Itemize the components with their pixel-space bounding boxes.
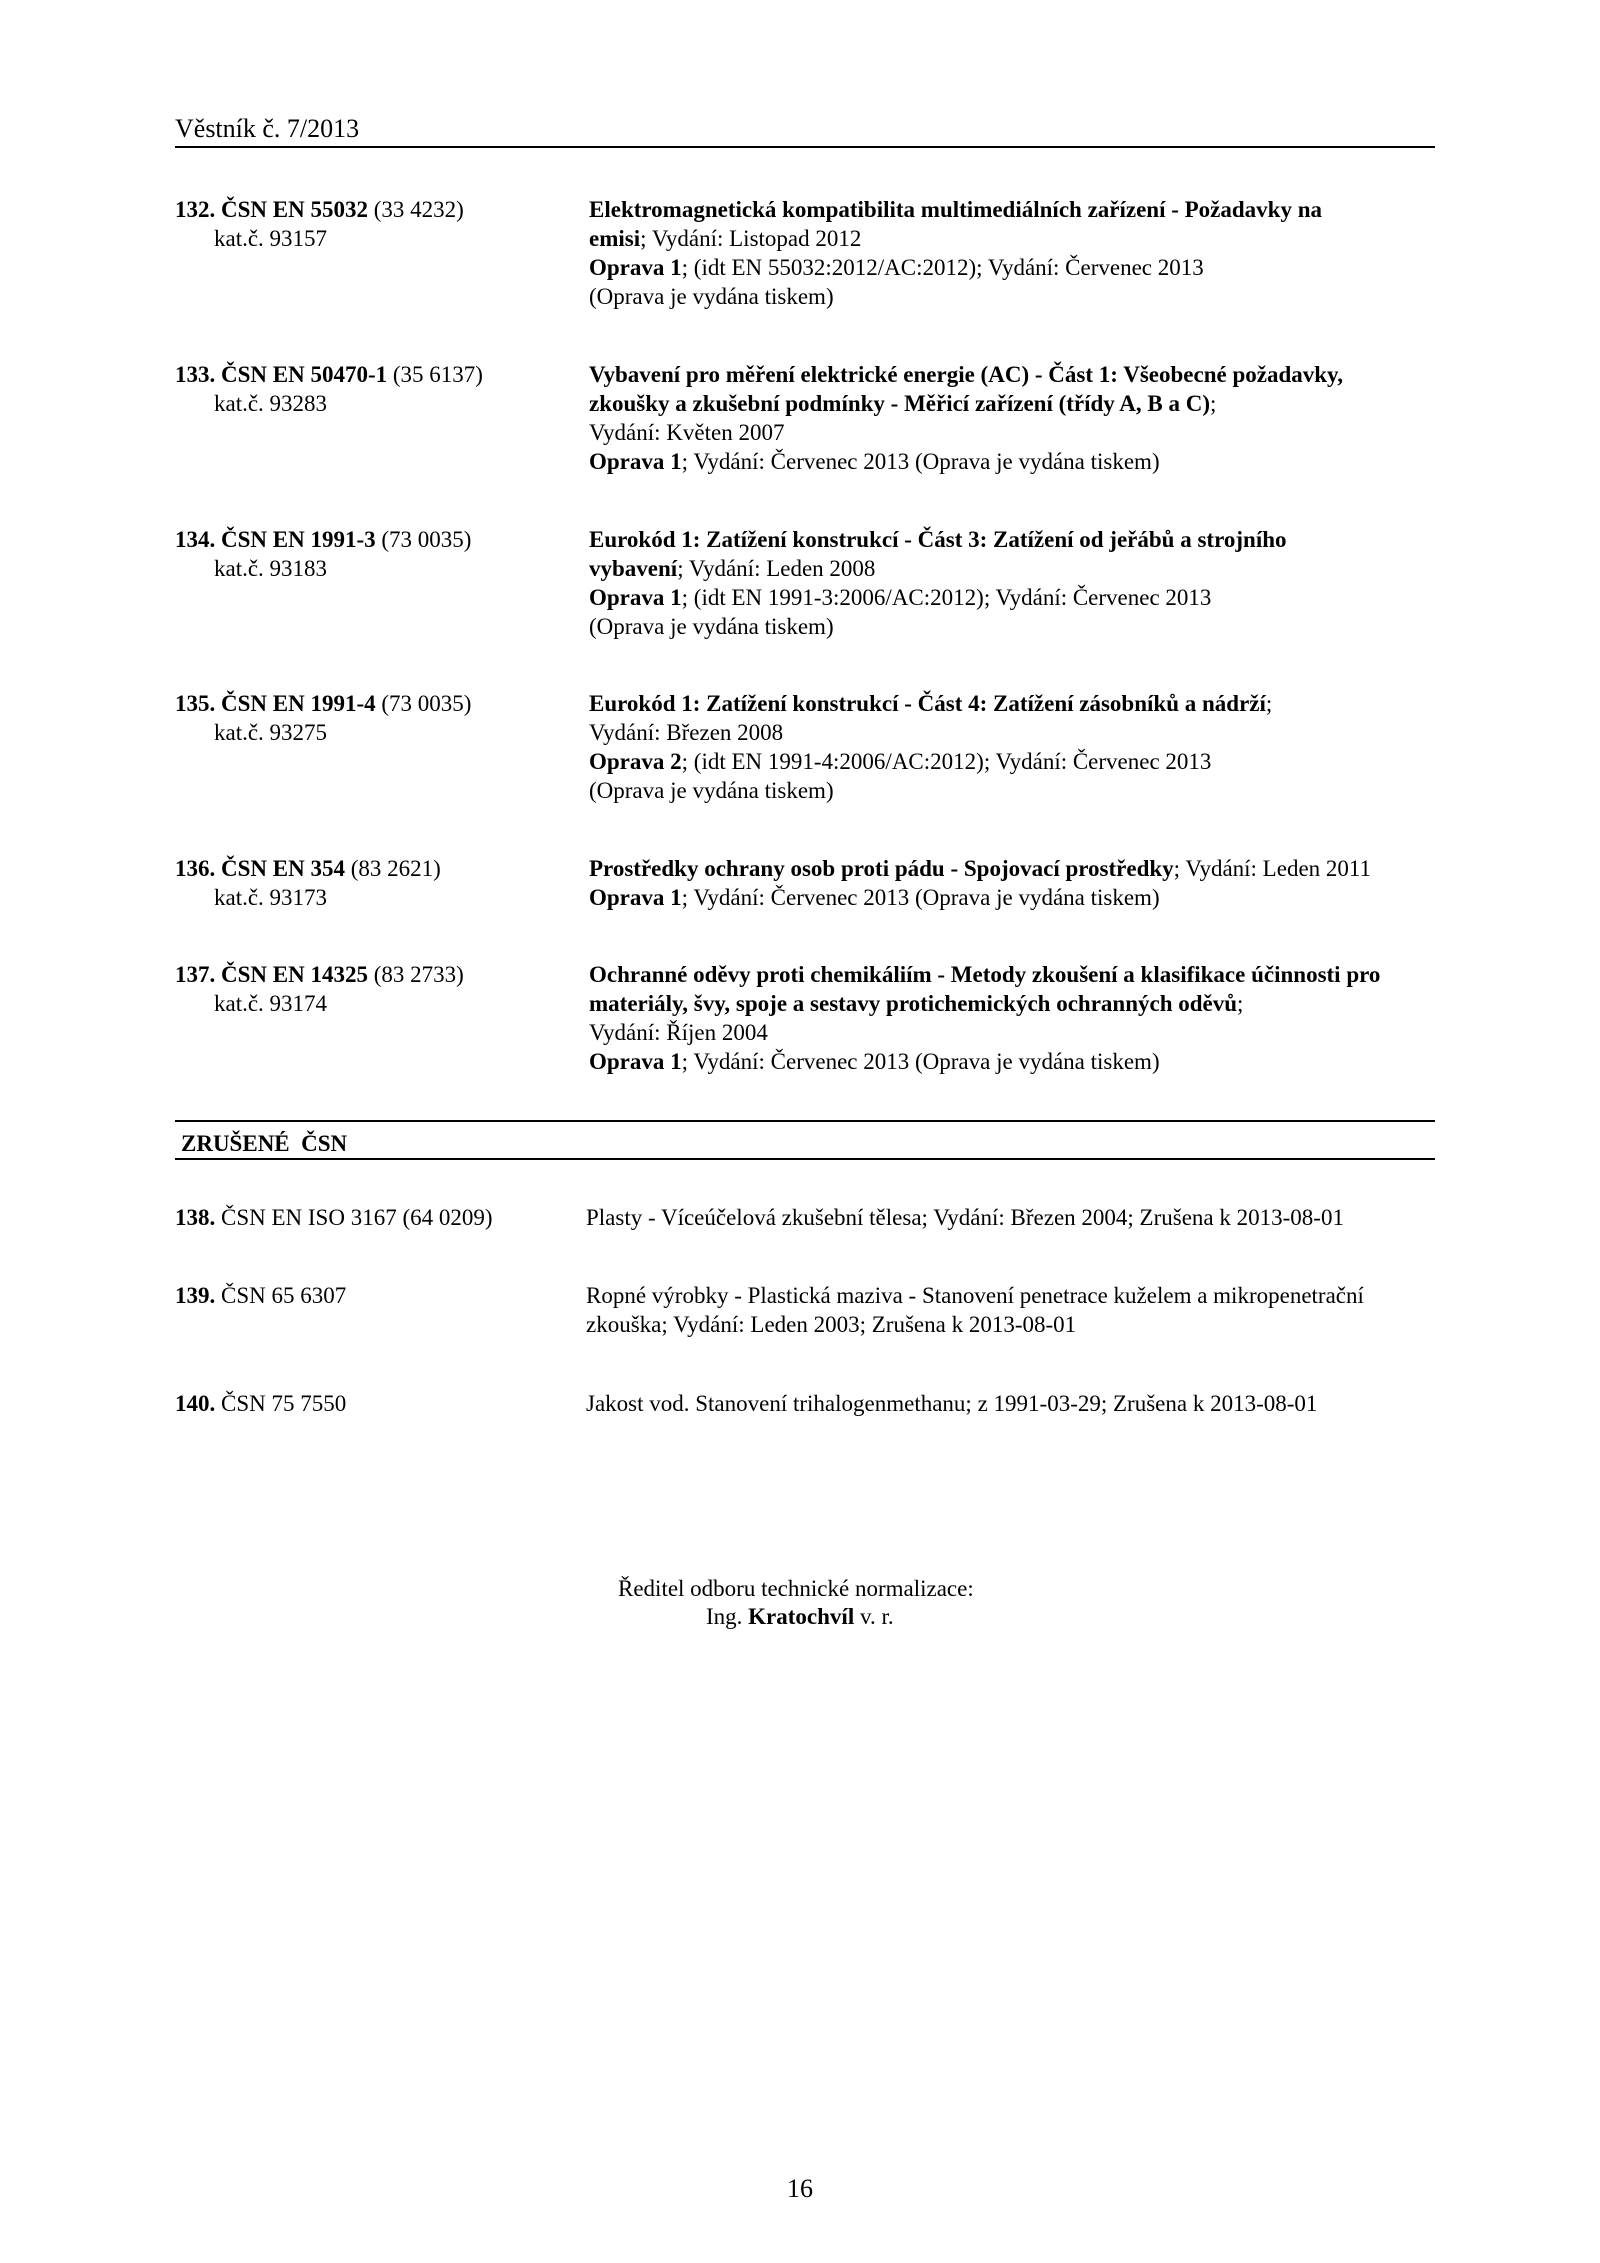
entry-line [589,718,1435,747]
entry-text-bold: emisi [589,226,641,251]
entry-class: (83 2621) [350,856,441,881]
signature-role: Ředitel odboru technické normalizace: [618,1576,974,1601]
entry-code: ČSN EN 50470-1 [221,362,388,387]
entry-code: ČSN 65 6307 [221,1283,347,1308]
entry-line: zkouška; Vydání: Leden 2003; Zrušena k 2013-08-01 [586,1312,1077,1337]
entry-text: ; [1265,691,1273,716]
entry-line [589,389,1435,418]
entry-identifier [175,854,575,912]
entry-description [589,525,1435,641]
entry-line [589,583,1435,612]
entry-number: 135. [175,691,216,716]
entry-text-bold: Eurokód 1: Zatížení konstrukcí - Část 3: Zatížení od jeřábů a strojního [589,527,1287,552]
entry-line [589,883,1435,912]
entry-line: Jakost vod. Stanovení trihalogenmethanu; z 1991-03-29; Zrušena k 2013-08-01 [586,1391,1318,1416]
entry-number: 136. [175,856,216,881]
entry-class: (83 2733) [373,962,464,987]
entry-identifier [175,360,575,418]
entry-text-bold: Prostředky ochrany osob proti pádu - Spojovací prostředky [589,856,1174,881]
entry-line: Plasty - Víceúčelová zkušební tělesa; Vydání: Březen 2004; Zrušena k 2013-08-01 [586,1205,1344,1230]
entry-text-bold: Oprava 1 [589,449,682,474]
entry-number: 134. [175,527,216,552]
entry-identifier [175,1281,575,1310]
signature-prefix: Ing. [706,1604,743,1629]
entry-number: 133. [175,362,216,387]
entry-line [589,989,1435,1018]
entry-text: ; (idt EN 55032:2012/AC:2012); Vydání: Červenec 2013 [681,255,1204,280]
entry-code: ČSN EN 55032 [221,197,368,222]
entry-text-bold: Oprava 1 [589,255,682,280]
signature-suffix: v. r. [859,1604,894,1629]
entry-number: 137. [175,962,216,987]
entry-class: (33 4232) [373,197,464,222]
entry-text-bold: Vybavení pro měření elektrické energie (AC) - Část 1: Všeobecné požadavky, [589,362,1344,387]
bulletin-title: Věstník č. 7/2013 [175,114,360,143]
entry-line [589,612,1435,641]
entry-description [589,689,1435,805]
entry-code: ČSN EN 1991-3 [221,527,376,552]
entry-text-bold: zkoušky a zkušební podmínky - Měřicí zařízení (třídy A, B a C) [589,391,1211,416]
entry-line [589,776,1435,805]
entry-text-bold: Oprava 2 [589,749,682,774]
section-rule-bottom [175,1158,1435,1160]
header-rule [175,146,1435,148]
entry-line: Ropné výrobky - Plastická maziva - Stanovení penetrace kuželem a mikropenetrační [586,1283,1364,1308]
entry-number: 132. [175,197,216,222]
entry-line [589,224,1435,253]
entry-text-bold: Elektromagnetická kompatibilita multimediálních zařízení - Požadavky na [589,197,1323,222]
entry-line [589,1047,1435,1076]
entry-text-bold: Oprava 1 [589,1049,682,1074]
entry-number: 140. [175,1391,216,1416]
entry-text: (Oprava je vydána tiskem) [589,284,834,309]
entry-text: ; Vydání: Listopad 2012 [640,226,862,251]
entry-identifier [175,960,575,1018]
entry-line [589,360,1435,389]
entry-code: ČSN EN 354 [221,856,345,881]
entry-identifier [175,1389,575,1418]
entry-line [589,854,1435,883]
entry-number: 138. [175,1205,216,1230]
entry-text: ; (idt EN 1991-3:2006/AC:2012); Vydání: Červenec 2013 [681,585,1212,610]
entry-catalog-number: kat.č. 93283 [214,391,328,416]
entry-text: ; [1237,991,1244,1016]
entry-catalog-number: kat.č. 93275 [214,720,328,745]
entry-description [586,1203,1432,1232]
entry-class: (35 6137) [392,362,483,387]
entry-text-bold: Ochranné oděvy proti chemikáliím - Metody zkoušení a klasifikace účinnosti pro [589,962,1381,987]
entry-description [589,854,1435,912]
entry-identifier [175,689,575,747]
entry-description [589,960,1435,1076]
entry-text: ; Vydání: Červenec 2013 (Oprava je vydána tiskem) [681,449,1160,474]
entry-description [586,1281,1432,1339]
entry-text: ; Vydání: Leden 2011 [1173,856,1372,881]
entry-line [589,747,1435,776]
entry-text-bold: Eurokód 1: Zatížení konstrukcí - Část 4: Zatížení zásobníků a nádrží [589,691,1266,716]
entry-code: ČSN EN 1991-4 [221,691,376,716]
entry-text-bold: vybavení [589,556,678,581]
entry-catalog-number: kat.č. 93183 [214,556,328,581]
entry-line [589,418,1435,447]
entry-line [589,554,1435,583]
entry-description [589,195,1435,311]
entry-line [589,1018,1435,1047]
section-rule-top [175,1120,1435,1122]
entry-class: (73 0035) [381,691,472,716]
entry-description [589,360,1435,476]
page-number: 16 [787,2174,813,2203]
entry-identifier [175,195,575,253]
entry-identifier [175,525,575,583]
entry-text: Vydání: Květen 2007 [589,420,785,445]
entry-identifier [175,1203,575,1232]
entry-text: Vydání: Říjen 2004 [589,1020,768,1045]
entry-description [586,1389,1432,1418]
section-title: ZRUŠENÉ ČSN [181,1131,348,1156]
entry-text: ; [1210,391,1217,416]
entry-text: ; (idt EN 1991-4:2006/AC:2012); Vydání: Červenec 2013 [681,749,1212,774]
entry-line [589,525,1435,554]
entry-class: (73 0035) [381,527,472,552]
entry-code: ČSN 75 7550 [221,1391,347,1416]
entry-text: ; Vydání: Červenec 2013 (Oprava je vydána tiskem) [681,1049,1160,1074]
entry-line [589,960,1435,989]
signature-name-line [706,1602,894,1631]
entry-catalog-number: kat.č. 93173 [214,885,328,910]
entry-text: Vydání: Březen 2008 [589,720,784,745]
entry-number: 139. [175,1283,216,1308]
entry-text-bold: materiály, švy, spoje a sestavy protichemických ochranných oděvů [589,991,1238,1016]
entry-code: ČSN EN 14325 [221,962,368,987]
entry-text: (Oprava je vydána tiskem) [589,614,834,639]
entry-text: ; Vydání: Červenec 2013 (Oprava je vydána tiskem) [681,885,1160,910]
entry-catalog-number: kat.č. 93157 [214,226,328,251]
entry-code: ČSN EN ISO 3167 (64 0209) [221,1205,493,1230]
entry-line [589,195,1435,224]
entry-text-bold: Oprava 1 [589,585,682,610]
entry-line [589,282,1435,311]
entry-text: ; Vydání: Leden 2008 [677,556,876,581]
signature-name: Kratochvíl [748,1604,855,1629]
entry-text: (Oprava je vydána tiskem) [589,778,834,803]
entry-line [589,253,1435,282]
entry-catalog-number: kat.č. 93174 [214,991,328,1016]
entry-line [589,447,1435,476]
entry-text-bold: Oprava 1 [589,885,682,910]
entry-line [589,689,1435,718]
